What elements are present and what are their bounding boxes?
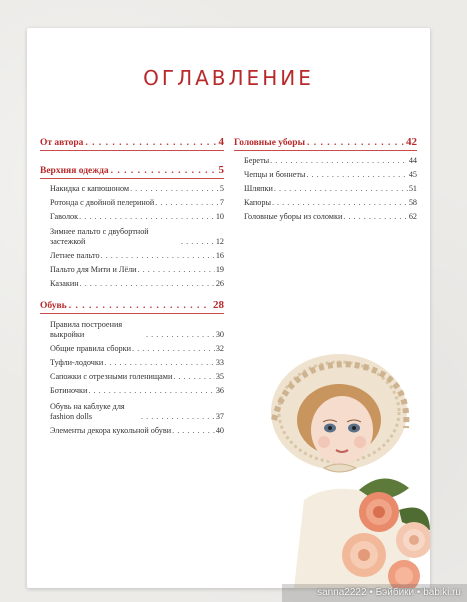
toc-section-page: 42 (406, 136, 417, 148)
leader-dots (343, 212, 407, 222)
leader-dots (69, 301, 211, 311)
leader-dots (141, 412, 215, 422)
doll-face (311, 396, 373, 464)
leader-dots (111, 166, 217, 176)
toc-item[interactable]: Пальто для Мити и Лёли . . . 19 (40, 265, 224, 275)
toc-section-outerwear[interactable] (40, 164, 224, 179)
toc-section-headwear[interactable] (234, 136, 417, 151)
toc-item[interactable]: Береты . . . 44 (234, 156, 417, 166)
toc-section-footwear[interactable] (40, 299, 224, 314)
book-page (27, 28, 430, 588)
toc-section-title: Обувь (40, 301, 67, 311)
toc-section-author[interactable] (40, 136, 224, 151)
leader-dots (155, 198, 219, 208)
leader-dots (307, 138, 404, 148)
toc-section-page: 4 (218, 136, 224, 148)
toc-left-column (40, 136, 224, 436)
toc-item[interactable]: Общие правила сборки . . . 32 (40, 344, 224, 354)
toc-item[interactable]: Головные уборы из соломки . . . 62 (234, 212, 417, 222)
toc-section-page: 28 (213, 299, 224, 311)
leader-dots (79, 212, 215, 222)
toc-item[interactable]: Ротонда с двойной пелериной . . . 7 (40, 198, 224, 208)
leader-dots (181, 237, 215, 247)
toc-item[interactable]: Летнее пальто . . . 16 (40, 251, 224, 261)
leader-dots (274, 184, 408, 194)
toc-item[interactable]: Обувь на каблуке для fashion dolls . . . 37 (40, 402, 224, 422)
toc-section-title: От автора (40, 138, 84, 148)
leader-dots (172, 426, 215, 436)
toc-item[interactable]: Гаволок . . . 10 (40, 212, 224, 222)
toc-item[interactable]: Зимнее пальто с двубортной застежкой . . . 12 (40, 227, 224, 247)
leader-dots (146, 330, 215, 340)
watermark-text: sanna2222 • Бэйбики • babiki.ru (317, 587, 461, 598)
doll-illustration (264, 350, 430, 588)
page-title: ОГЛАВЛЕНИЕ (143, 66, 314, 90)
toc-item[interactable]: Сапожки с отрезными голенищами . . . 35 (40, 372, 224, 382)
toc-right-column (234, 136, 417, 222)
toc-item[interactable]: Казакин . . . 26 (40, 279, 224, 289)
leader-dots (101, 251, 215, 261)
leader-dots (130, 184, 219, 194)
leader-dots (88, 386, 214, 396)
toc-item[interactable]: Шляпки . . . 51 (234, 184, 417, 194)
toc-section-title: Верхняя одежда (40, 166, 109, 176)
leader-dots (104, 358, 215, 368)
leader-dots (138, 265, 215, 275)
leader-dots (85, 138, 216, 148)
leader-dots (132, 344, 215, 354)
leader-dots (272, 198, 408, 208)
leader-dots (270, 156, 408, 166)
toc-item[interactable]: Капоры . . . 58 (234, 198, 417, 208)
toc-section-page: 5 (218, 164, 224, 176)
toc-item[interactable]: Ботиночки . . . 36 (40, 386, 224, 396)
leader-dots (306, 170, 407, 180)
toc-item[interactable]: Туфли-лодочки . . . 33 (40, 358, 224, 368)
toc-item[interactable]: Чепцы и боннеты . . . 45 (234, 170, 417, 180)
toc-item[interactable]: Элементы декора кукольной обуви . . . 40 (40, 426, 224, 436)
leader-dots (173, 372, 214, 382)
leader-dots (80, 279, 215, 289)
toc-item[interactable]: Правила построения выкройки . . . 30 (40, 320, 224, 340)
toc-item[interactable]: Накидка с капюшоном . . . 5 (40, 184, 224, 194)
toc-section-title: Головные уборы (234, 138, 305, 148)
